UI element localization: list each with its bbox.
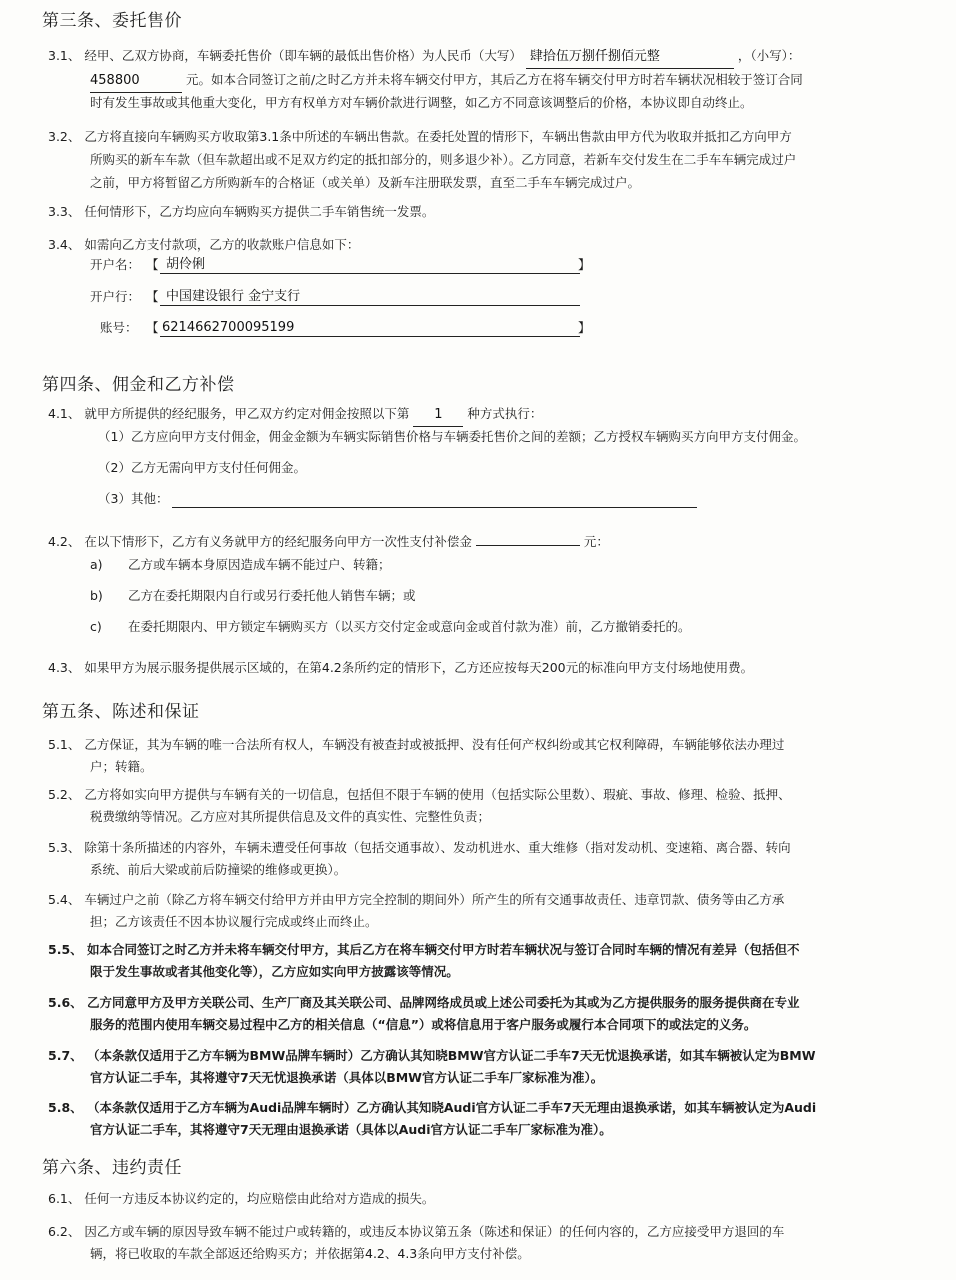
clause-number: 3.1、 [48,48,81,63]
clause-number: 6.1、 [48,1191,81,1206]
clause-text: 除第十条所描述的内容外，车辆未遭受任何事故（包括交通事故）、发动机进水、重大维修（指对发动机、变速箱、离合器、转向 [84,840,791,855]
clause-text: 种方式执行： [467,406,543,421]
bracket-close: 】 [578,257,591,272]
item-text: 乙方或车辆本身原因造成车辆不能过户、转籍； [128,557,391,572]
item-key: a) [90,557,103,572]
clause-text: 如果甲方为展示服务提供展示区域的，在第4.2条所约定的情形下，乙方还应按每天200元的标准向甲方支付场地使用费。 [84,660,754,675]
clause-number: 4.1、 [48,406,81,421]
clause-3-1-line-2 [90,68,803,93]
clause-text: 乙方保证，其为车辆的唯一合法所有权人，车辆没有被查封或被抵押、没有任何产权纠纷或其它权利障碍，车辆能够依法办理过 [84,737,785,752]
clause-5-6-line-2: 服务的范围内使用车辆交易过程中乙方的相关信息（“信息”）或将信息用于客户服务或履行本合同项下的或法定的义务。 [90,1017,757,1032]
clause-5-2-line-2: 税费缴纳等情况。乙方应对其所提供信息及文件的真实性、完整性负责； [90,809,491,824]
clause-number: 3.4、 [48,237,81,252]
clause-5-3-line-2: 系统、前后大梁或前后防撞梁的维修或更换）。 [90,862,347,877]
option-2: （2）乙方无需向甲方支付任何佣金。 [98,460,306,475]
clause-5-7-line-2: 官方认证二手车，其将遵守7天无忧退换承诺（具体以BMW官方认证二手车厂家标准为准）。 [90,1070,604,1085]
clause-number: 5.7、 [48,1048,83,1063]
option-1: （1）乙方应向甲方支付佣金，佣金金额为车辆实际销售价格与车辆委托售价之间的差额；乙方授权车辆购买方向甲方支付佣金。 [98,429,806,444]
clause-3-2-line-2: 所购买的新车车款（但车款超出或不足双方约定的抵扣部分的，则多退少补）。乙方同意，若新车交付发生在二手车车辆完成过户 [90,152,797,167]
underline [160,336,580,337]
bank-value: 中国建设银行 金宁支行 [166,289,301,304]
clause-text: （本条款仅适用于乙方车辆为BMW品牌车辆时）乙方确认其知晓BMW官方认证二手车7天无忧退换承诺，如其车辆被认定为BMW [87,1048,816,1063]
item-text: 在委托期限内、甲方锁定车辆购买方（以买方交付定金或意向金或首付款为准）前，乙方撤销委托的。 [128,619,691,634]
clause-6-1 [48,1187,434,1210]
underline [160,305,580,306]
item-key: c) [90,619,102,634]
clause-4-2 [48,530,609,553]
clause-text: 如本合同签订之时乙方并未将车辆交付甲方，其后乙方在将车辆交付甲方时若车辆状况与签订合同时车辆的情况有差异（包括但不 [87,942,800,957]
item-text: 乙方在委托期限内自行或另行委托他人销售车辆；或 [128,588,416,603]
clause-number: 5.1、 [48,737,81,752]
commission-option-choice: 1 [413,403,463,427]
clause-5-5-line-2: 限于发生事故或者其他变化等），乙方应如实向甲方披露该等情况。 [90,964,459,979]
clause-number: 6.2、 [48,1224,81,1239]
underline [172,507,697,508]
clause-text: （本条款仅适用于乙方车辆为Audi品牌车辆时）乙方确认其知晓Audi官方认证二手车7天无理由退换承诺，如其车辆被认定为Audi [87,1100,817,1115]
clause-3-3 [48,200,434,223]
clause-5-2-line-1 [48,783,791,806]
clause-text: ，（小写）： [737,48,801,63]
clause-6-2-line-1 [48,1220,784,1243]
clause-text: 元。如本合同签订之前/之时乙方并未将车辆交付甲方，其后乙方在将车辆交付甲方时若车辆状况相较于签订合同 [185,72,803,87]
clause-number: 5.3、 [48,840,81,855]
clause-5-7-line-1 [48,1044,815,1067]
clause-text: 在以下情形下，乙方有义务就甲方的经纪服务向甲方一次性支付补偿金 [84,534,472,549]
clause-text: 乙方同意甲方及甲方关联公司、生产厂商及其关联公司、品牌网络成员或上述公司委托为其或为乙方提供服务的服务提供商在专业 [87,995,800,1010]
bracket-close: 】 [578,320,591,335]
clause-number: 5.5、 [48,942,83,957]
clause-5-8-line-1 [48,1096,816,1119]
clause-number: 5.8、 [48,1100,83,1115]
bracket-open: 【 [146,320,159,335]
amount-lowercase: 458800 [90,69,182,93]
clause-text: 元： [583,534,609,549]
amount-uppercase: 肆拾伍万捌仟捌佰元整 [526,45,734,69]
clause-number: 3.3、 [48,204,81,219]
article-3-heading: 第三条、委托售价 [42,11,182,31]
clause-number: 3.2、 [48,129,81,144]
clause-3-2-line-1 [48,125,792,148]
clause-3-2-line-3: 之前，甲方将暂留乙方所购新车的合格证（或关单）及新车注册联发票，直至二手车车辆完成过户。 [90,175,641,190]
clause-3-1-line-3: 时有发生事故或其他重大变化，甲方有权单方对车辆价款进行调整，如乙方不同意该调整后的价格，本协议即自动终止。 [90,95,753,110]
clause-6-2-line-2: 辆，将已收取的车款全部返还给购买方；并依据第4.2、4.3条向甲方支付补偿。 [90,1246,530,1261]
clause-5-6-line-1 [48,991,800,1014]
underline [160,273,580,274]
account-number-label: 账号： [100,320,138,335]
clause-number: 5.4、 [48,892,81,907]
option-3: （3）其他： [98,491,169,506]
clause-text: 乙方将直接向车辆购买方收取第3.1条中所述的车辆出售款。在委托处置的情形下，车辆出售款由甲方代为收取并抵扣乙方向甲方 [84,129,792,144]
clause-5-1-line-2: 户；转籍。 [90,759,153,774]
clause-5-5-line-1 [48,938,800,961]
clause-number: 4.3、 [48,660,81,675]
clause-number: 5.6、 [48,995,83,1010]
clause-text: 乙方将如实向甲方提供与车辆有关的一切信息，包括但不限于车辆的使用（包括实际公里数）、瑕疵、事故、修理、检验、抵押、 [84,787,791,802]
clause-number: 5.2、 [48,787,81,802]
item-key: b) [90,588,103,603]
clause-4-1 [48,402,542,427]
clause-5-8-line-2: 官方认证二手车，其将遵守7天无理由退换承诺（具体以Audi官方认证二手车厂家标准为准）。 [90,1122,612,1137]
account-holder-value: 胡伶俐 [166,257,206,272]
clause-5-4-line-1 [48,888,784,911]
article-4-heading: 第四条、佣金和乙方补偿 [42,375,235,395]
article-6-heading: 第六条、违约责任 [42,1158,182,1178]
clause-number: 4.2、 [48,534,81,549]
bracket-open: 【 [146,257,159,272]
bracket-open: 【 [146,289,159,304]
clause-text: 任何一方违反本协议约定的，均应赔偿由此给对方造成的损失。 [84,1191,435,1206]
clause-text: 任何情形下，乙方均应向车辆购买方提供二手车销售统一发票。 [84,204,435,219]
clause-text: 就甲方所提供的经纪服务，甲乙双方约定对佣金按照以下第 [84,406,410,421]
bank-label: 开户行： [90,289,141,304]
clause-5-3-line-1 [48,836,791,859]
clause-5-1-line-1 [48,733,784,756]
clause-5-4-line-2: 担；乙方该责任不因本协议履行完成或终止而终止。 [90,914,378,929]
account-number-value: 6214662700095199 [162,320,295,335]
clause-text: 如需向乙方支付款项，乙方的收款账户信息如下： [84,237,360,252]
compensation-amount-blank [476,531,580,546]
clause-text: 车辆过户之前（除乙方将车辆交付给甲方并由甲方完全控制的期间外）所产生的所有交通事故责任、违章罚款、债务等由乙方承 [84,892,785,907]
clause-3-1-line-1 [48,44,800,69]
clause-4-3 [48,656,753,679]
clause-text: 经甲、乙双方协商，车辆委托售价（即车辆的最低出售价格）为人民币（大写） [84,48,522,63]
account-holder-label: 开户名： [90,257,141,272]
clause-text: 因乙方或车辆的原因导致车辆不能过户或转籍的，或违反本协议第五条（陈述和保证）的任何内容的，乙方应接受甲方退回的车 [84,1224,785,1239]
article-5-heading: 第五条、陈述和保证 [42,702,200,722]
